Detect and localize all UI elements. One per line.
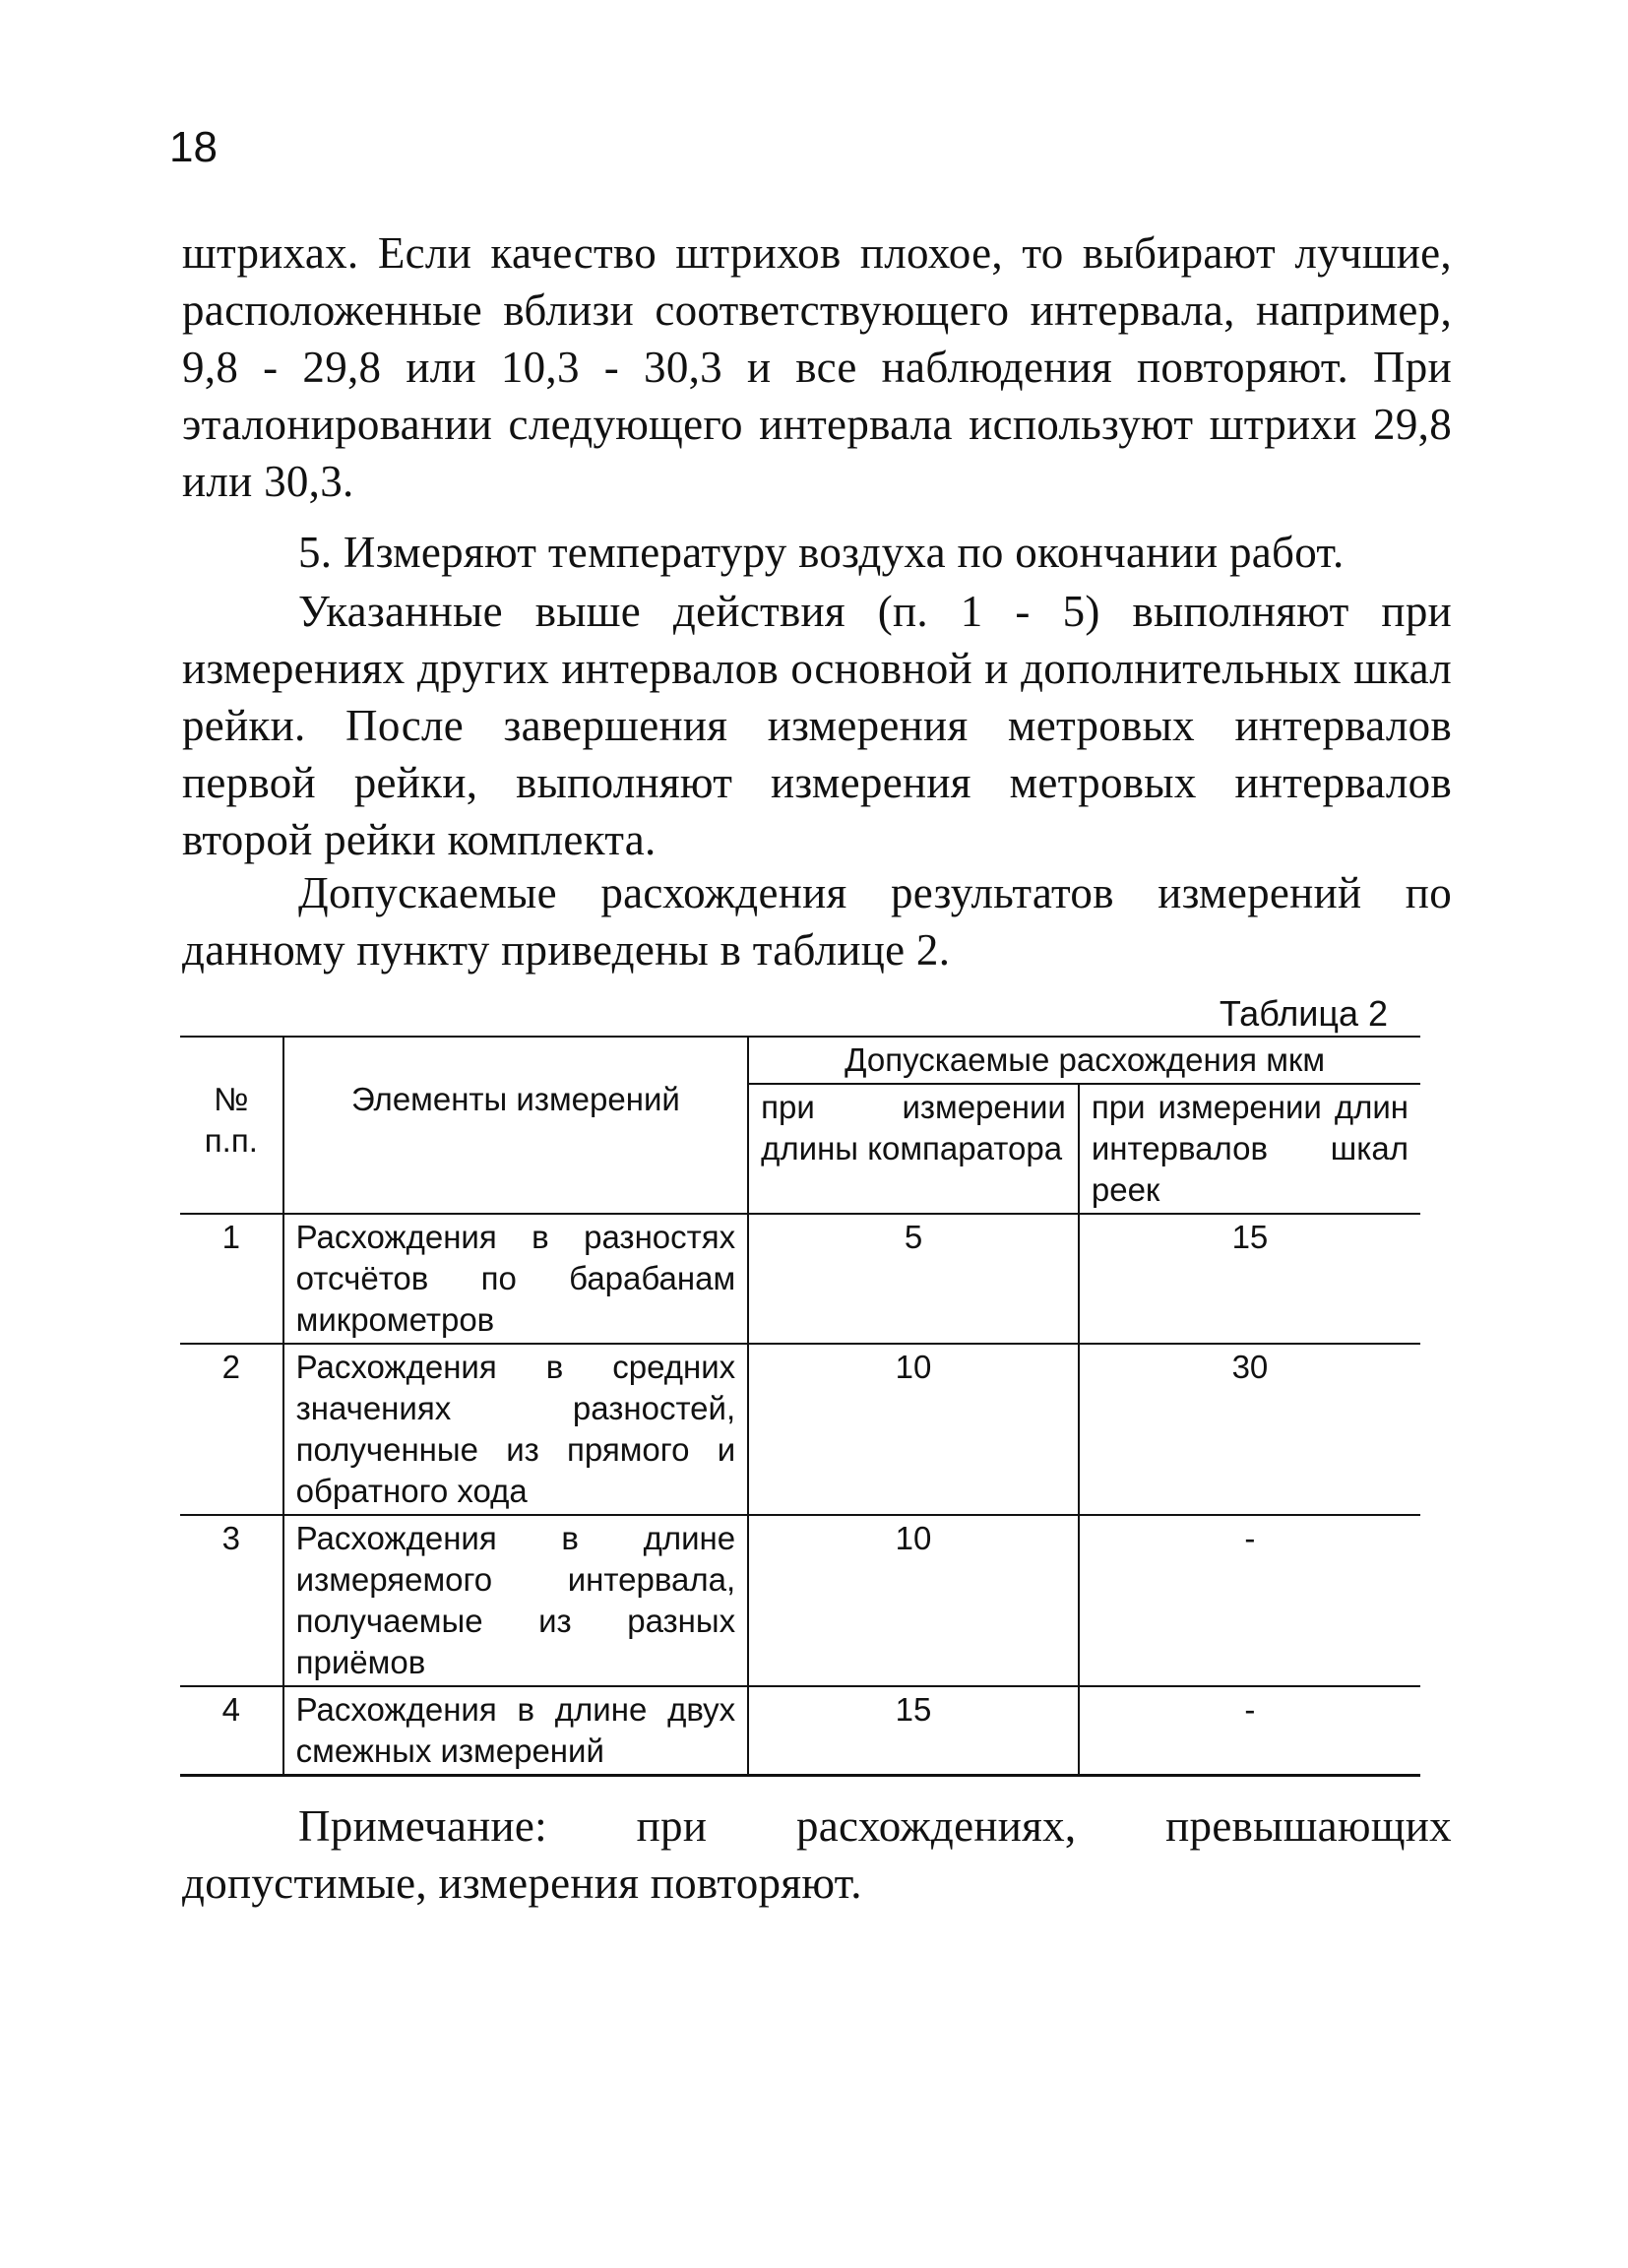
row-value-comparator: 15 xyxy=(748,1686,1079,1776)
paragraph-continuation: штрихах. Если качество штрихов плохое, то выбирают лучшие, расположенные вблизи соответствующего интервала, например, 9,8 - 29,8 или 10,3 - 30,3 и все наблюдения повторяют. При эталонировании следующего интервала используют штрихи 29,8 или 30,3. xyxy=(182,228,1452,506)
table-row xyxy=(180,1344,1420,1515)
row-value-intervals: 30 xyxy=(1079,1344,1420,1515)
paragraph-step-5: 5. Измеряют температуру воздуха по окончании работ. xyxy=(298,528,1345,577)
row-element: Расхождения в длине измеряемого интервала, получаемые из разных приёмов xyxy=(283,1515,749,1686)
header-elements: Элементы измерений xyxy=(283,1037,749,1214)
row-num: 4 xyxy=(180,1686,283,1776)
note-paragraph: Примечание: при расхождениях, превышающих допустимые, измерения повторяют. xyxy=(182,1801,1452,1908)
page-number: 18 xyxy=(169,123,218,171)
table-row xyxy=(180,1515,1420,1686)
table-header-row xyxy=(180,1037,1420,1084)
paragraph-table-reference: Допускаемые расхождения результатов измерений по данному пункту приведены в таблице 2. xyxy=(182,868,1452,975)
row-element: Расхождения в средних значениях разностей, полученные из прямого и обратного хода xyxy=(283,1344,749,1515)
table-row xyxy=(180,1686,1420,1776)
header-col2: при измерении длин интервалов шкал реек xyxy=(1079,1084,1420,1214)
row-value-intervals: - xyxy=(1079,1686,1420,1776)
row-num: 3 xyxy=(180,1515,283,1686)
table-caption: Таблица 2 xyxy=(1219,993,1388,1034)
paragraph-repeat-actions: Указанные выше действия (п. 1 - 5) выполняют при измерениях других интервалов основной и дополнительных шкал рейки. После завершения измерения метровых интервалов первой рейки, выполняют измерения метровых интервалов второй рейки комплекта. xyxy=(182,587,1452,864)
row-value-intervals: - xyxy=(1079,1515,1420,1686)
row-value-comparator: 10 xyxy=(748,1515,1079,1686)
tolerance-table xyxy=(180,1036,1420,1777)
row-value-comparator: 5 xyxy=(748,1214,1079,1344)
header-num: № п.п. xyxy=(180,1037,283,1214)
row-num: 2 xyxy=(180,1344,283,1515)
header-col1: при измерении длины компаратора xyxy=(748,1084,1079,1214)
row-value-intervals: 15 xyxy=(1079,1214,1420,1344)
table-row xyxy=(180,1214,1420,1344)
row-num: 1 xyxy=(180,1214,283,1344)
row-element: Расхождения в разностях отсчётов по барабанам микрометров xyxy=(283,1214,749,1344)
header-group: Допускаемые расхождения мкм xyxy=(748,1037,1420,1084)
row-element: Расхождения в длине двух смежных измерений xyxy=(283,1686,749,1776)
row-value-comparator: 10 xyxy=(748,1344,1079,1515)
